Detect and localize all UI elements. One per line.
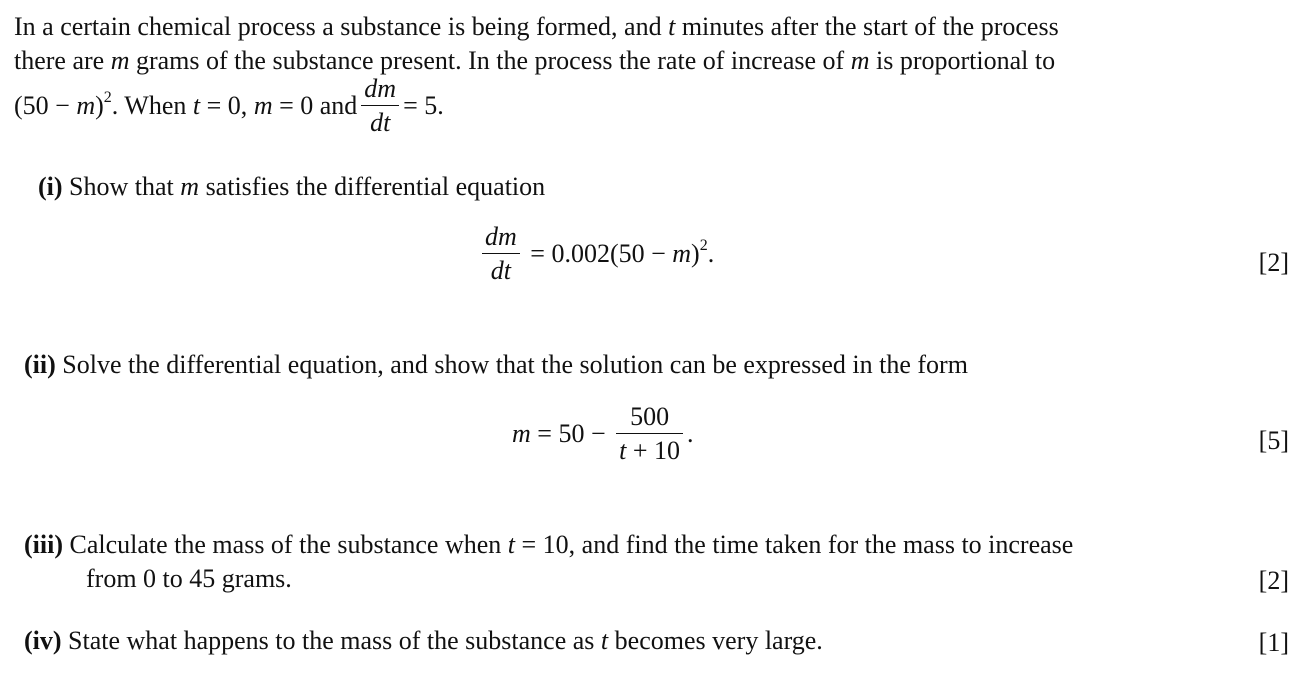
intro-text: = 5. — [403, 91, 444, 120]
part-ii-marks: [5] — [1258, 426, 1289, 455]
var-m: m — [672, 239, 692, 268]
intro-text: . When — [111, 91, 193, 120]
intro-line-3 — [14, 76, 444, 136]
fraction-numerator: 500 — [630, 402, 670, 431]
derivative-fraction — [482, 224, 520, 284]
part-iii-prompt-line-2: from 0 to 45 grams. — [86, 564, 292, 593]
part-text: Calculate the mass of the substance when — [69, 530, 508, 559]
part-i-prompt — [38, 174, 545, 200]
fraction-denominator: dt — [361, 105, 399, 136]
intro-text: grams of the substance present. In the process the rate of increase of — [129, 46, 851, 75]
intro-line-1 — [14, 14, 1059, 40]
equation-text: ) — [691, 239, 700, 268]
part-text: State what happens to the mass of the substance as — [68, 626, 601, 655]
var-m: m — [850, 46, 870, 75]
equation-text: + 10 — [626, 436, 681, 465]
intro-line-3-text — [14, 89, 358, 120]
part-text: Solve the differential equation, and show that the solution can be expressed in the form — [62, 350, 968, 379]
var-t: t — [619, 436, 627, 465]
part-text: satisfies the differential equation — [199, 172, 546, 201]
var-t: t — [192, 91, 201, 120]
var-t: t — [668, 12, 676, 41]
part-iv-prompt — [24, 628, 823, 654]
intro-text: (50 − — [14, 91, 77, 120]
equation-text: . — [707, 239, 715, 268]
part-text: = 10, and find the time taken for the mass to increase — [515, 530, 1074, 559]
intro-text: ) — [95, 91, 104, 120]
intro-text: is proportional to — [869, 46, 1056, 75]
part-label: (iv) — [24, 626, 62, 655]
intro-text: minutes after the start of the process — [675, 12, 1059, 41]
part-i-equation — [478, 224, 714, 284]
equation-text: = 0.002(50 − — [523, 239, 673, 268]
intro-text: = 0 and — [272, 91, 358, 120]
part-label: (ii) — [24, 350, 56, 379]
exponent: 2 — [103, 89, 112, 106]
part-iii-marks: [2] — [1258, 566, 1289, 595]
part-ii-equation — [512, 404, 694, 464]
part-iv-marks: [1] — [1258, 628, 1289, 657]
var-m: m — [253, 91, 273, 120]
part-text: becomes very large. — [608, 626, 823, 655]
equation-lhs — [512, 419, 612, 448]
part-ii-prompt — [24, 352, 968, 378]
equation-text: = 50 − — [530, 419, 613, 448]
equation-rhs — [524, 239, 714, 268]
var-m: m — [110, 46, 130, 75]
var-m: m — [180, 172, 200, 201]
var-m: m — [76, 91, 96, 120]
part-iii-prompt-line-1 — [24, 532, 1073, 558]
var-t: t — [600, 626, 609, 655]
var-m: m — [512, 419, 531, 448]
fraction-denominator: dt — [482, 253, 520, 284]
fraction — [616, 404, 683, 464]
fraction-numerator: dm — [364, 74, 397, 103]
part-i-marks: [2] — [1258, 248, 1289, 277]
exponent: 2 — [699, 237, 708, 254]
fraction-numerator: dm — [485, 222, 517, 251]
intro-text: In a certain chemical process a substance is being formed, and — [14, 12, 669, 41]
derivative-fraction — [361, 76, 399, 136]
intro-line-2 — [14, 48, 1055, 74]
fraction-denominator — [616, 433, 683, 464]
intro-text: there are — [14, 46, 111, 75]
part-label: (iii) — [24, 530, 63, 559]
equation-text: . — [687, 419, 694, 448]
part-text: Show that — [69, 172, 181, 201]
part-label: (i) — [38, 172, 63, 201]
var-t: t — [507, 530, 515, 559]
intro-text: = 0, — [200, 91, 254, 120]
